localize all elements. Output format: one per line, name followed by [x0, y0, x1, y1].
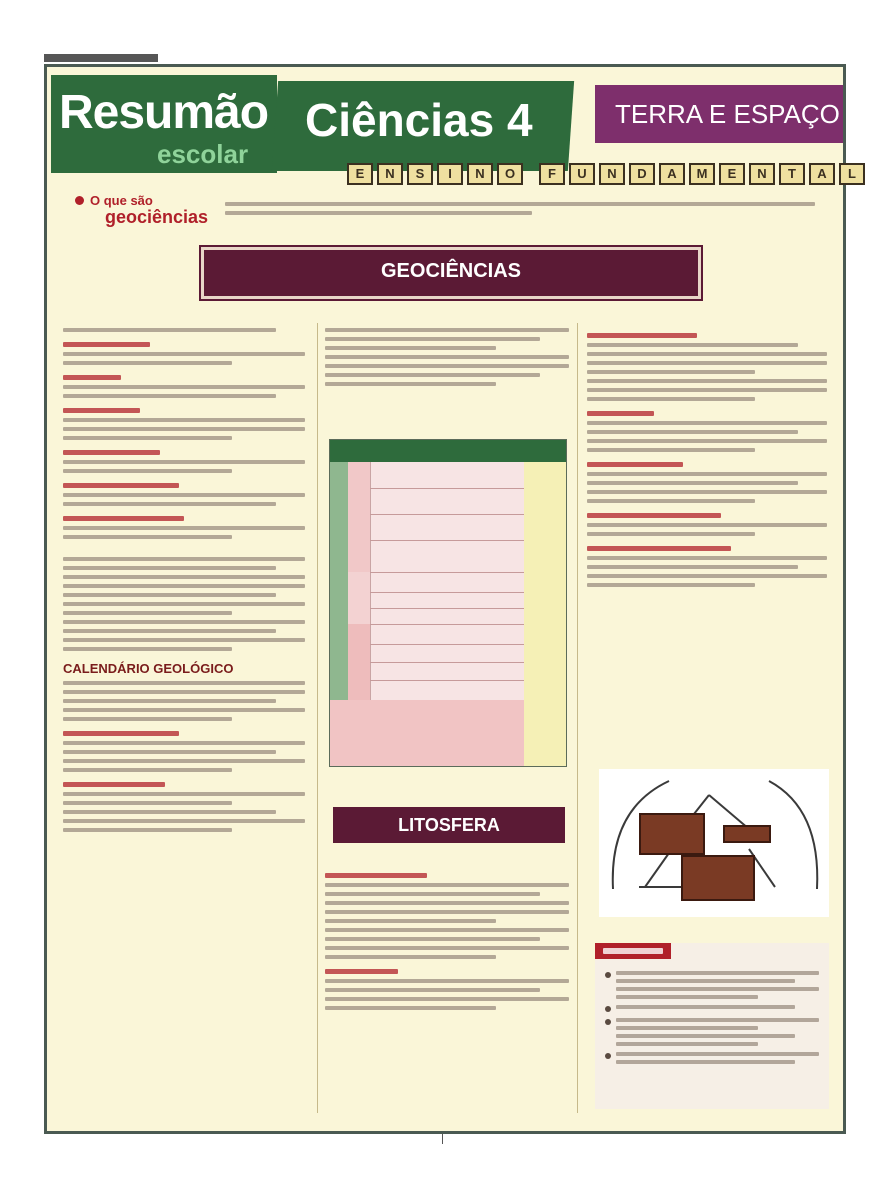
- heading-placeholder: [587, 513, 827, 518]
- text-line: [63, 647, 232, 651]
- section-title: GEOCIÊNCIAS: [380, 260, 522, 282]
- column-middle-lower: [325, 863, 569, 1015]
- text-line: [616, 1060, 795, 1064]
- text-line: [63, 699, 276, 703]
- text-line: [63, 792, 305, 796]
- intro-question-small: O que são: [90, 193, 153, 208]
- subtitle-letter: M: [689, 163, 715, 185]
- heading-placeholder: [587, 546, 827, 551]
- text-line: [63, 460, 305, 464]
- table-age-column: [524, 462, 566, 766]
- text-line: [587, 472, 827, 476]
- text-line: [587, 379, 827, 383]
- text-line: [63, 526, 305, 530]
- subtitle-letter: N: [377, 163, 403, 185]
- text-line: [325, 355, 569, 359]
- subtitle-letter: E: [347, 163, 373, 185]
- text-line: [616, 1026, 758, 1030]
- text-line: [325, 328, 569, 332]
- text-line: [63, 759, 305, 763]
- table-header: [330, 440, 566, 462]
- text-line: [325, 901, 569, 905]
- text-line: [63, 557, 305, 561]
- table-row: [370, 644, 524, 645]
- intro-question-big: geociências: [105, 207, 209, 227]
- text-line: [63, 584, 305, 588]
- table-era-cell: [348, 462, 371, 572]
- text-line: [587, 421, 827, 425]
- text-line: [616, 995, 758, 999]
- text-line: [63, 681, 305, 685]
- text-line: [63, 493, 305, 497]
- table-row: [370, 592, 524, 593]
- table-row: [370, 514, 524, 515]
- heading-calendario: CALENDÁRIO GEOLÓGICO: [63, 661, 234, 676]
- text-line: [63, 502, 276, 506]
- bottom-crop-mark: [442, 1134, 443, 1144]
- list-item: [605, 1052, 819, 1064]
- text-line: [325, 1006, 496, 1010]
- text-line: [325, 928, 569, 932]
- table-row: [370, 572, 524, 573]
- text-line: [587, 352, 827, 356]
- text-line: [63, 352, 305, 356]
- text-line: [587, 343, 798, 347]
- text-line: [325, 997, 569, 1001]
- subtitle-letter: N: [467, 163, 493, 185]
- text-line: [616, 979, 795, 983]
- subtitle-letter: U: [569, 163, 595, 185]
- text-line: [587, 370, 755, 374]
- table-row: [370, 608, 524, 609]
- heading-bar: [63, 408, 140, 413]
- text-line: [587, 523, 827, 527]
- heading-bar: [587, 546, 731, 551]
- table-precambrian-block: [330, 700, 524, 766]
- text-line: [587, 397, 755, 401]
- intro-body: [225, 197, 815, 220]
- text-line: [587, 430, 798, 434]
- text-line: [325, 364, 569, 368]
- column-left: [63, 323, 305, 837]
- column-right: [587, 323, 827, 592]
- text-line: [616, 1018, 819, 1022]
- heading-placeholder: [63, 782, 305, 787]
- text-line: [63, 620, 305, 624]
- heading-bar: [63, 483, 179, 488]
- heading-bar: [325, 873, 427, 878]
- subtitle-letter: S: [407, 163, 433, 185]
- text-line: [225, 202, 815, 206]
- intro-question: [75, 193, 153, 208]
- curiosity-list: [605, 965, 819, 1070]
- text-line: [325, 919, 496, 923]
- text-line: [325, 346, 496, 350]
- text-line: [63, 575, 305, 579]
- text-line: [587, 448, 755, 452]
- text-line: [325, 937, 540, 941]
- table-row: [370, 624, 524, 625]
- text-line: [616, 987, 819, 991]
- heading-bar: [63, 782, 165, 787]
- text-line: [63, 427, 305, 431]
- heading-placeholder: [63, 450, 305, 455]
- rock-block: [639, 813, 705, 855]
- heading-placeholder: [587, 333, 827, 338]
- text-line: [63, 385, 305, 389]
- text-line: [63, 602, 305, 606]
- text-line: [325, 337, 540, 341]
- column-divider: [317, 323, 318, 1113]
- heading-placeholder: [63, 731, 305, 736]
- study-sheet: [44, 64, 856, 1134]
- subtitle-letter: I: [437, 163, 463, 185]
- text-line: [325, 910, 569, 914]
- text-line: [325, 892, 540, 896]
- text-line: [587, 532, 755, 536]
- topic-tag-text: TERRA E ESPAÇO: [615, 99, 840, 129]
- rock-block: [723, 825, 771, 843]
- text-line: [587, 490, 827, 494]
- text-line: [63, 708, 305, 712]
- text-line: [325, 955, 496, 959]
- heading-placeholder: [325, 969, 569, 974]
- bullet-dot-icon: [75, 196, 84, 205]
- heading-placeholder: [63, 516, 305, 521]
- text-line: [616, 1042, 758, 1046]
- text-line: [587, 574, 827, 578]
- text-line: [63, 690, 305, 694]
- rock-block: [681, 855, 755, 901]
- text-line: [63, 750, 276, 754]
- heading-placeholder: [63, 375, 305, 380]
- heading-placeholder: [325, 873, 569, 878]
- list-item: [605, 971, 819, 999]
- table-row: [370, 488, 524, 489]
- heading-bar: [587, 513, 721, 518]
- text-line: [63, 394, 276, 398]
- text-line: [63, 593, 276, 597]
- bullet-icon: [605, 972, 611, 978]
- section-title: LITOSFERA: [398, 815, 500, 835]
- text-line: [325, 883, 569, 887]
- bullet-icon: [605, 1019, 611, 1025]
- subtitle-letter: D: [629, 163, 655, 185]
- subtitle-letter: E: [719, 163, 745, 185]
- table-row: [370, 680, 524, 681]
- section-banner-geociencias: [201, 247, 701, 299]
- text-line: [63, 717, 232, 721]
- table-row: [370, 662, 524, 663]
- text-line: [225, 211, 532, 215]
- table-era-cell: [348, 624, 371, 700]
- subtitle-letter: O: [497, 163, 523, 185]
- brand-main-text: Resumão: [59, 86, 269, 139]
- text-line: [587, 481, 798, 485]
- text-line: [63, 469, 232, 473]
- heading-bar: [587, 462, 683, 467]
- subtitle-letter: A: [659, 163, 685, 185]
- text-line: [63, 638, 305, 642]
- heading-bar: [63, 450, 160, 455]
- tag-text-bar: [603, 948, 663, 954]
- heading-placeholder: [63, 408, 305, 413]
- text-line: [587, 388, 827, 392]
- page-title: Ciências 4: [305, 94, 533, 146]
- heading-bar: [63, 375, 121, 380]
- subtitle-letter: F: [539, 163, 565, 185]
- text-line: [587, 439, 827, 443]
- text-line: [63, 810, 276, 814]
- text-line: [63, 819, 305, 823]
- text-line: [325, 979, 569, 983]
- text-line: [63, 436, 232, 440]
- text-line: [63, 768, 232, 772]
- table-era-cell: [348, 572, 371, 624]
- text-line: [587, 556, 827, 560]
- text-line: [616, 971, 819, 975]
- brand-sub-text: escolar: [157, 139, 249, 169]
- column-middle: [325, 323, 569, 391]
- heading-placeholder: [587, 411, 827, 416]
- curiosity-box: [595, 943, 829, 1109]
- text-line: [325, 382, 496, 386]
- subtitle-letter: [527, 163, 535, 181]
- text-line: [587, 583, 755, 587]
- subtitle-letter: N: [749, 163, 775, 185]
- text-line: [63, 418, 305, 422]
- subtitle-letter: T: [779, 163, 805, 185]
- header: [47, 67, 856, 183]
- table-row: [370, 540, 524, 541]
- text-line: [587, 499, 755, 503]
- text-line: [325, 946, 569, 950]
- text-line: [616, 1034, 795, 1038]
- column-divider: [577, 323, 578, 1113]
- bullet-icon: [605, 1006, 611, 1012]
- list-item: [605, 1018, 819, 1046]
- heading-bar: [325, 969, 398, 974]
- heading-placeholder: [63, 483, 305, 488]
- heading-placeholder: [63, 342, 305, 347]
- text-line: [63, 801, 232, 805]
- text-line: [63, 828, 232, 832]
- text-line: [63, 629, 276, 633]
- list-item: [605, 1005, 819, 1012]
- text-line: [63, 328, 276, 332]
- text-line: [587, 565, 798, 569]
- subtitle-letter: N: [599, 163, 625, 185]
- bullet-icon: [605, 1053, 611, 1059]
- text-line: [616, 1005, 795, 1009]
- text-line: [325, 373, 540, 377]
- heading-bar: [587, 333, 697, 338]
- heading-bar: [587, 411, 654, 416]
- text-line: [63, 566, 276, 570]
- text-line: [63, 741, 305, 745]
- geologic-time-table: [329, 439, 567, 767]
- subtitle-letter: A: [809, 163, 835, 185]
- top-crop-mark: [44, 54, 158, 62]
- text-line: [63, 361, 232, 365]
- curiosity-tag: [595, 943, 671, 959]
- text-line: [587, 361, 827, 365]
- heading-placeholder: [587, 462, 827, 467]
- heading-bar: [63, 516, 184, 521]
- subtitle-letter: L: [839, 163, 865, 185]
- table-eon-column: [330, 462, 348, 700]
- text-line: [63, 611, 232, 615]
- rock-cycle-diagram: [599, 769, 829, 917]
- text-line: [325, 988, 540, 992]
- heading-bar: [63, 342, 150, 347]
- section-banner-litosfera: [333, 807, 565, 843]
- text-line: [616, 1052, 819, 1056]
- text-line: [63, 535, 232, 539]
- heading-bar: [63, 731, 179, 736]
- brand-logo: [51, 75, 277, 173]
- subtitle-strip: [347, 163, 865, 185]
- intro-block: [75, 193, 815, 241]
